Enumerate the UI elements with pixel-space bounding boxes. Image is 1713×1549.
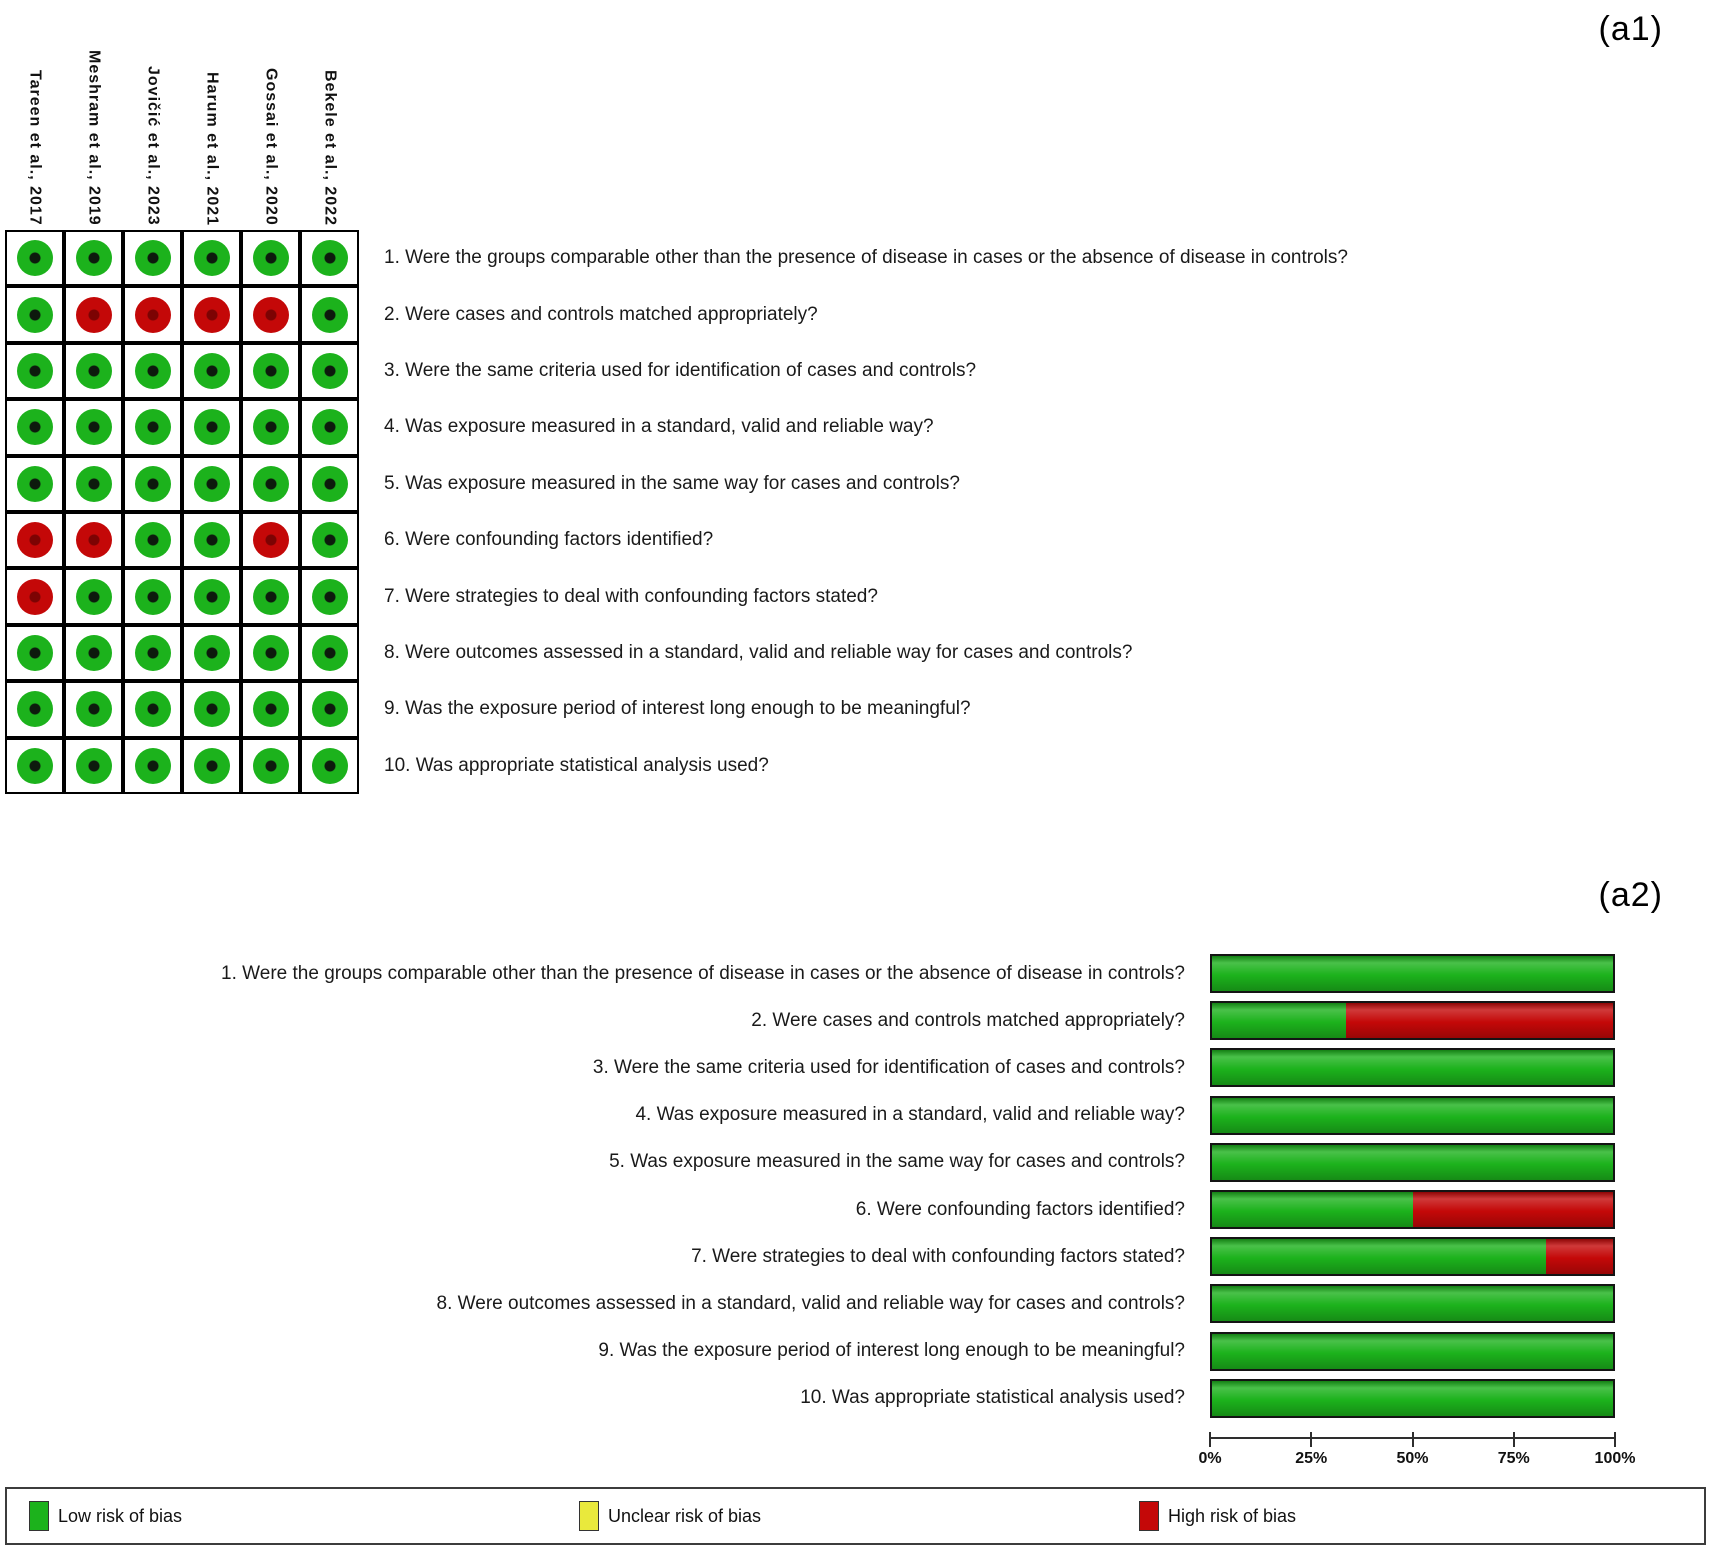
bar-row-label: 9. Was the exposure period of interest long enough to be meaningful? [598, 1340, 1185, 1362]
rating-dot-low [135, 466, 171, 502]
legend-label: High risk of bias [1168, 1505, 1297, 1526]
rating-dot-low [135, 635, 171, 671]
rating-dot-low [17, 353, 53, 389]
rating-cell [64, 230, 123, 286]
study-name-label: Gossai et al., 2020 [262, 68, 280, 226]
axis-tick-label: 50% [1396, 1450, 1429, 1467]
rating-dot-low [312, 297, 348, 333]
bar-segment-low [1212, 1239, 1546, 1274]
bar-row-label: 8. Were outcomes assessed in a standard, valid and reliable way for cases and controls? [436, 1292, 1185, 1314]
rating-dot-low [253, 240, 289, 276]
rating-cell [64, 399, 123, 455]
bar-row [8, 1280, 1615, 1327]
legend-label: Unclear risk of bias [608, 1505, 762, 1526]
axis-tick-label: 25% [1295, 1450, 1328, 1467]
bar-row [8, 1328, 1615, 1375]
legend-swatch-low [29, 1501, 49, 1531]
rating-dot-low [253, 748, 289, 784]
rating-dot-low [76, 409, 112, 445]
axis-tick [1513, 1432, 1515, 1447]
question-label: 2. Were cases and controls matched appropriately? [384, 303, 818, 325]
question-label: 4. Was exposure measured in a standard, valid and reliable way? [384, 416, 934, 438]
rating-cell [123, 286, 182, 342]
rating-dot-high [253, 522, 289, 558]
rating-cell [64, 456, 123, 512]
rating-cell [182, 568, 241, 624]
study-header-cell [64, 0, 123, 228]
rating-dot-low [312, 522, 348, 558]
rating-cell [182, 230, 241, 286]
rating-dot-high [17, 522, 53, 558]
rating-cell [123, 568, 182, 624]
bar-row-label: 1. Were the groups comparable other than the presence of disease in cases or the absence of disease in controls? [221, 962, 1185, 984]
bar-row [8, 1186, 1615, 1233]
rating-cell [123, 343, 182, 399]
bar-row-label: 4. Was exposure measured in a standard, valid and reliable way? [635, 1104, 1185, 1126]
rating-cell [5, 399, 64, 455]
study-header-cell [5, 0, 64, 228]
rating-cell [241, 568, 300, 624]
rating-cell [64, 738, 123, 794]
rating-dot-low [135, 409, 171, 445]
rating-dot-low [312, 409, 348, 445]
rating-dot-high [76, 522, 112, 558]
rating-cell [182, 456, 241, 512]
rating-dot-low [194, 466, 230, 502]
rating-cell [241, 230, 300, 286]
study-name-label: Meshram et al., 2019 [85, 50, 103, 226]
rating-dot-low [194, 635, 230, 671]
rating-dot-low [253, 691, 289, 727]
bar-track [1210, 1096, 1615, 1135]
bar-track [1210, 1379, 1615, 1418]
bar-row [8, 1375, 1615, 1422]
rating-cell [5, 230, 64, 286]
rating-cell [182, 512, 241, 568]
rating-dot-low [194, 522, 230, 558]
rating-cell [241, 456, 300, 512]
rating-dot-high [17, 579, 53, 615]
rating-cell [123, 738, 182, 794]
rating-dot-low [312, 579, 348, 615]
study-header-cell [182, 0, 241, 228]
rating-dot-low [76, 691, 112, 727]
rating-cell [300, 738, 359, 794]
bar-row [8, 997, 1615, 1044]
rating-dot-low [76, 240, 112, 276]
rating-dot-low [312, 748, 348, 784]
rating-dot-low [253, 353, 289, 389]
bar-segment-low [1212, 1381, 1613, 1416]
rating-cell [123, 230, 182, 286]
axis-tick-label: 0% [1198, 1450, 1222, 1467]
bar-row [8, 950, 1615, 997]
rating-cell [123, 681, 182, 737]
bar-track [1210, 1001, 1615, 1040]
rating-cell [300, 230, 359, 286]
legend-label: Low risk of bias [58, 1505, 183, 1526]
legend-box [5, 1487, 1706, 1545]
study-header-cell [241, 0, 300, 228]
rating-dot-low [135, 579, 171, 615]
bar-row [8, 1092, 1615, 1139]
rating-cell [241, 681, 300, 737]
rating-cell [182, 286, 241, 342]
rating-cell [64, 286, 123, 342]
rating-dot-low [194, 691, 230, 727]
rating-cell [64, 625, 123, 681]
legend-item-high [1139, 1501, 1296, 1531]
question-label: 5. Was exposure measured in the same way for cases and controls? [384, 472, 960, 494]
rating-dot-low [135, 748, 171, 784]
panel-a1-label: (a1) [1598, 10, 1663, 48]
rating-dot-low [17, 635, 53, 671]
rating-cell [300, 568, 359, 624]
rating-cell [64, 343, 123, 399]
rating-cell [300, 343, 359, 399]
rating-cell [5, 681, 64, 737]
rating-cell [123, 625, 182, 681]
axis-tick [1209, 1432, 1211, 1447]
bar-segment-high [1413, 1192, 1614, 1227]
rating-cell [241, 738, 300, 794]
rating-cell [182, 681, 241, 737]
rating-dot-high [135, 297, 171, 333]
rating-cell [64, 568, 123, 624]
rating-dot-low [312, 240, 348, 276]
rating-dot-low [194, 353, 230, 389]
rating-cell [300, 681, 359, 737]
rating-cell [5, 286, 64, 342]
bar-track [1210, 1143, 1615, 1182]
legend-swatch-high [1139, 1501, 1159, 1531]
bar-segment-high [1346, 1003, 1613, 1038]
bar-row-label: 2. Were cases and controls matched appropriately? [751, 1009, 1185, 1031]
rating-cell [300, 399, 359, 455]
rating-cell [241, 625, 300, 681]
bar-track [1210, 1237, 1615, 1276]
axis-tick [1412, 1432, 1414, 1447]
rating-dot-low [194, 579, 230, 615]
axis-tick-label: 100% [1594, 1450, 1636, 1467]
bar-segment-low [1212, 1003, 1346, 1038]
legend-swatch-unclear [579, 1501, 599, 1531]
traffic-light-grid [5, 230, 359, 794]
bar-row-label: 6. Were confounding factors identified? [855, 1198, 1185, 1220]
rating-dot-low [17, 240, 53, 276]
rating-cell [5, 512, 64, 568]
bar-row [8, 1139, 1615, 1186]
rating-dot-low [17, 691, 53, 727]
rating-dot-low [76, 466, 112, 502]
study-header-cell [123, 0, 182, 228]
rating-cell [241, 399, 300, 455]
panel-a2-label: (a2) [1598, 876, 1663, 914]
rating-dot-low [194, 240, 230, 276]
bar-track [1210, 1284, 1615, 1323]
rating-cell [123, 512, 182, 568]
rating-dot-low [312, 466, 348, 502]
rating-cell [241, 343, 300, 399]
rating-cell [241, 512, 300, 568]
rating-dot-low [135, 522, 171, 558]
rating-cell [5, 738, 64, 794]
rating-dot-low [253, 466, 289, 502]
rating-cell [64, 512, 123, 568]
bar-track [1210, 1048, 1615, 1087]
bar-segment-low [1212, 1286, 1613, 1321]
bar-row-label: 10. Was appropriate statistical analysis used? [800, 1387, 1185, 1409]
rating-dot-low [76, 579, 112, 615]
rating-cell [300, 512, 359, 568]
axis-tick-label: 75% [1497, 1450, 1530, 1467]
study-header-cell [300, 0, 359, 228]
rating-dot-high [76, 297, 112, 333]
bar-track [1210, 1332, 1615, 1371]
rating-cell [300, 286, 359, 342]
bar-row [8, 1233, 1615, 1280]
rating-dot-low [17, 297, 53, 333]
bar-segment-low [1212, 1145, 1613, 1180]
study-name-label: Jovičić et al., 2023 [144, 66, 162, 226]
rating-cell [5, 456, 64, 512]
rating-dot-low [194, 748, 230, 784]
rating-dot-low [76, 748, 112, 784]
question-label: 9. Was the exposure period of interest long enough to be meaningful? [384, 698, 971, 720]
bar-segment-low [1212, 1192, 1413, 1227]
question-label: 10. Was appropriate statistical analysis used? [384, 754, 769, 776]
rating-dot-low [253, 635, 289, 671]
bar-row-label: 5. Was exposure measured in the same way for cases and controls? [609, 1151, 1185, 1173]
question-label: 1. Were the groups comparable other than the presence of disease in cases or the absence of disease in controls? [384, 247, 1348, 269]
axis-tick [1614, 1432, 1616, 1447]
rating-cell [123, 456, 182, 512]
rating-dot-low [76, 353, 112, 389]
rating-cell [182, 399, 241, 455]
rating-dot-low [135, 240, 171, 276]
question-label: 3. Were the same criteria used for identification of cases and controls? [384, 359, 977, 381]
rating-cell [123, 399, 182, 455]
axis-tick [1310, 1432, 1312, 1447]
rating-cell [182, 738, 241, 794]
rating-dot-low [135, 353, 171, 389]
rating-dot-low [17, 409, 53, 445]
rating-cell [64, 681, 123, 737]
rating-cell [300, 625, 359, 681]
rating-cell [5, 343, 64, 399]
rating-dot-low [253, 409, 289, 445]
stacked-bar-chart [8, 950, 1615, 1422]
bar-row-label: 7. Were strategies to deal with confounding factors stated? [691, 1245, 1185, 1267]
rating-dot-low [253, 579, 289, 615]
percent-axis [1198, 1437, 1636, 1467]
question-label: 6. Were confounding factors identified? [384, 529, 714, 551]
rating-dot-low [17, 748, 53, 784]
bar-segment-low [1212, 1334, 1613, 1369]
bar-segment-low [1212, 956, 1613, 991]
legend-item-low [29, 1501, 182, 1531]
bar-row-label: 3. Were the same criteria used for identification of cases and controls? [592, 1056, 1185, 1078]
bar-row [8, 1044, 1615, 1091]
rating-dot-low [312, 635, 348, 671]
study-name-label: Tareen et al., 2017 [26, 70, 44, 226]
bar-track [1210, 954, 1615, 993]
rating-cell [5, 568, 64, 624]
rating-cell [300, 456, 359, 512]
rating-cell [241, 286, 300, 342]
question-label: 8. Were outcomes assessed in a standard, valid and reliable way for cases and controls? [384, 641, 1133, 663]
rating-dot-high [194, 297, 230, 333]
study-name-label: Bekele et al., 2022 [321, 70, 339, 226]
rating-dot-low [17, 466, 53, 502]
bar-segment-low [1212, 1050, 1613, 1085]
bar-segment-low [1212, 1098, 1613, 1133]
rating-dot-high [253, 297, 289, 333]
rating-cell [5, 625, 64, 681]
rating-cell [182, 625, 241, 681]
study-headers [5, 0, 359, 228]
rating-dot-low [194, 409, 230, 445]
question-label: 7. Were strategies to deal with confounding factors stated? [384, 585, 878, 607]
rating-dot-low [135, 691, 171, 727]
study-name-label: Harum et al., 2021 [203, 71, 221, 226]
rating-dot-low [76, 635, 112, 671]
rating-cell [182, 343, 241, 399]
rating-dot-low [312, 353, 348, 389]
legend-item-unclear [579, 1501, 761, 1531]
rating-dot-low [312, 691, 348, 727]
bar-track [1210, 1190, 1615, 1229]
bar-segment-high [1546, 1239, 1613, 1274]
